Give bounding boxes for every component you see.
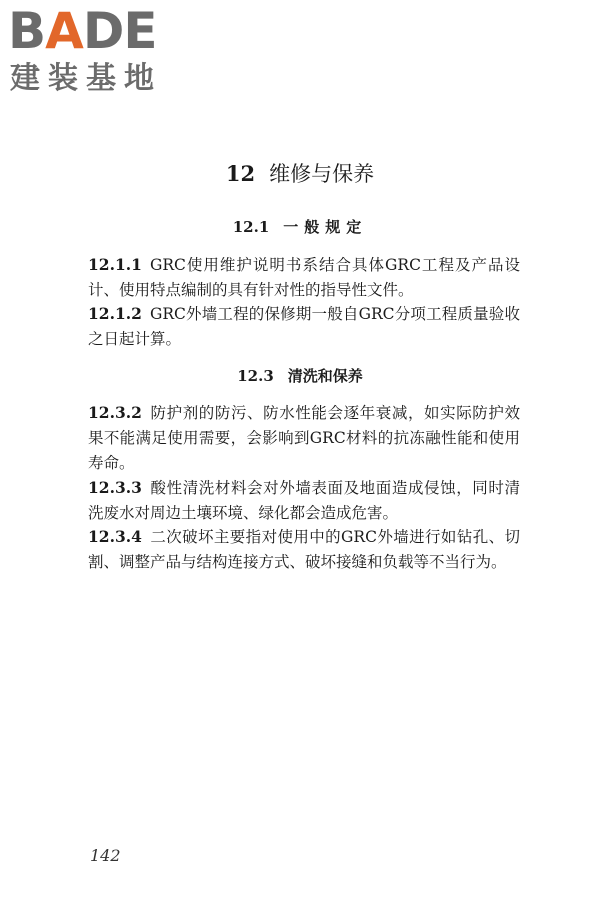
clause-text: 二次破坏主要指对使用中的GRC外墙进行如钻孔、切割、调整产品与结构连接方式、破坏接缝和负载等不当行为。 — [88, 528, 520, 571]
logo-subtitle: 建装基地 — [10, 61, 162, 96]
clause-12-3-3 — [88, 475, 520, 526]
clause-number: 12.3.3 — [88, 478, 142, 497]
chapter-title-text: 维修与保养 — [269, 162, 375, 186]
clause-text: GRC使用维护说明书系结合具体GRC工程及产品设计、使用特点编制的具有针对性的指导性文件。 — [88, 256, 520, 299]
clause-12-1-1 — [88, 252, 520, 303]
section-title-text: 一般规定 — [283, 218, 368, 236]
clause-number: 12.1.2 — [88, 304, 142, 323]
clause-12-3-4 — [88, 524, 520, 575]
section-number: 12.3 — [237, 367, 274, 385]
logo-letters-right: DE — [82, 2, 157, 60]
logo-wordmark — [8, 4, 157, 58]
section-title-text: 清洗和保养 — [287, 367, 363, 385]
section-heading-12-1 — [0, 217, 600, 237]
clause-number: 12.3.4 — [88, 527, 142, 546]
section-number: 12.1 — [232, 218, 270, 236]
clause-number: 12.1.1 — [88, 255, 142, 274]
chapter-number: 12 — [225, 161, 256, 186]
clause-text: 防护剂的防污、防水性能会逐年衰减，如实际防护效果不能满足使用需要，会影响到GRC材料的抗冻融性能和使用寿命。 — [88, 404, 520, 472]
logo-letter-accent: A — [45, 2, 83, 60]
clause-text: GRC外墙工程的保修期一般自GRC分项工程质量验收之日起计算。 — [88, 305, 520, 348]
logo-letters-left: B — [8, 2, 46, 60]
chapter-title — [0, 160, 600, 188]
clause-number: 12.3.2 — [88, 403, 142, 422]
bade-logo — [8, 4, 178, 100]
clause-12-1-2 — [88, 301, 520, 352]
clause-text: 酸性清洗材料会对外墙表面及地面造成侵蚀，同时清洗废水对周边土壤环境、绿化都会造成危害。 — [88, 479, 520, 522]
section-heading-12-3 — [0, 366, 600, 386]
clause-12-3-2 — [88, 400, 520, 476]
page-number: 142 — [90, 846, 121, 865]
